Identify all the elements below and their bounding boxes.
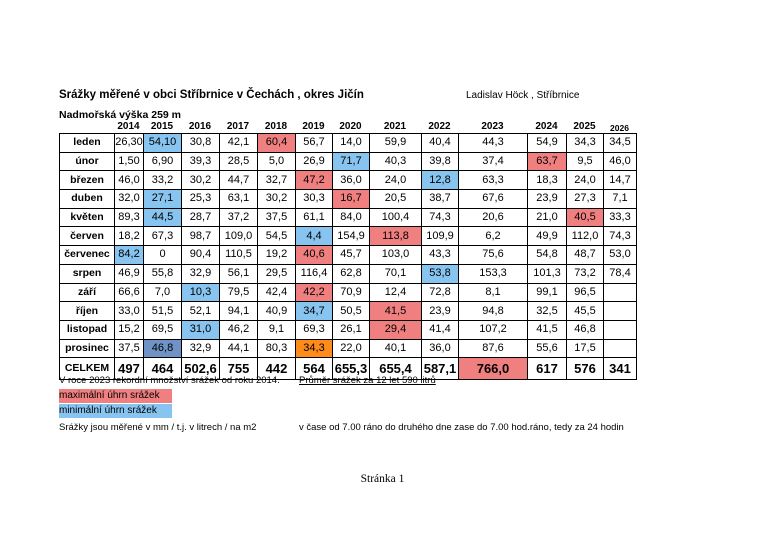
value-cell: 75,6	[459, 246, 528, 265]
value-cell: 69,5	[144, 320, 182, 339]
total-cell: 442	[258, 358, 296, 380]
value-cell: 53,8	[422, 264, 459, 283]
value-cell: 63,1	[220, 190, 258, 209]
table-row	[60, 190, 637, 209]
value-cell: 109,0	[220, 227, 258, 246]
value-cell: 39,3	[182, 152, 220, 171]
period-note: v čase od 7.00 ráno do druhého dne zase do 7.00 hod.ráno, tedy za 24 hodin	[299, 422, 624, 433]
value-cell: 7,1	[604, 190, 637, 209]
value-cell: 46,8	[144, 339, 182, 358]
total-cell: 497	[115, 358, 144, 380]
record-note: V roce 2023 rekordní množství srážek od roku 2014.	[59, 375, 280, 386]
value-cell: 12,8	[422, 171, 459, 190]
value-cell: 46,0	[115, 171, 144, 190]
total-cell: 655,4	[370, 358, 422, 380]
year-header: 2018	[264, 121, 288, 132]
value-cell: 22,0	[333, 339, 370, 358]
value-cell: 46,9	[115, 264, 144, 283]
value-cell: 47,2	[296, 171, 333, 190]
value-cell: 18,3	[528, 171, 567, 190]
value-cell: 52,1	[182, 302, 220, 321]
month-label: únor	[60, 152, 115, 171]
table-row	[60, 264, 637, 283]
value-cell: 28,7	[182, 208, 220, 227]
value-cell: 46,8	[567, 320, 604, 339]
value-cell: 49,9	[528, 227, 567, 246]
value-cell: 84,2	[115, 246, 144, 265]
value-cell: 18,2	[115, 227, 144, 246]
legend-max: maximální úhrn srážek	[59, 389, 172, 403]
value-cell: 33,2	[144, 171, 182, 190]
value-cell: 16,7	[333, 190, 370, 209]
value-cell: 34,3	[296, 339, 333, 358]
value-cell: 60,4	[258, 134, 296, 153]
value-cell: 24,0	[567, 171, 604, 190]
value-cell: 40,1	[370, 339, 422, 358]
value-cell: 40,9	[258, 302, 296, 321]
value-cell: 42,4	[258, 283, 296, 302]
total-cell: 341	[604, 358, 637, 380]
author-label: Ladislav Höck , Stříbrnice	[466, 90, 580, 101]
value-cell: 30,2	[258, 190, 296, 209]
value-cell: 24,0	[370, 171, 422, 190]
value-cell: 79,5	[220, 283, 258, 302]
year-header-row	[0, 121, 765, 133]
year-header: 2021	[383, 121, 407, 132]
value-cell	[604, 302, 637, 321]
value-cell: 45,5	[567, 302, 604, 321]
total-cell: 655,3	[333, 358, 370, 380]
value-cell: 26,9	[296, 152, 333, 171]
value-cell: 112,0	[567, 227, 604, 246]
month-label: březen	[60, 171, 115, 190]
value-cell: 54,9	[528, 134, 567, 153]
value-cell: 63,3	[459, 171, 528, 190]
value-cell: 33,3	[604, 208, 637, 227]
value-cell: 44,5	[144, 208, 182, 227]
year-header: 2017	[226, 121, 250, 132]
value-cell: 94,1	[220, 302, 258, 321]
value-cell: 36,0	[333, 171, 370, 190]
table-row	[60, 302, 637, 321]
value-cell: 101,3	[528, 264, 567, 283]
rainfall-table	[59, 133, 637, 380]
value-cell: 66,6	[115, 283, 144, 302]
value-cell: 32,9	[182, 339, 220, 358]
table-row	[60, 320, 637, 339]
table-row	[60, 134, 637, 153]
month-label: duben	[60, 190, 115, 209]
value-cell: 21,0	[528, 208, 567, 227]
total-cell: 766,0	[459, 358, 528, 380]
value-cell: 67,6	[459, 190, 528, 209]
year-header: 2016	[188, 121, 212, 132]
value-cell: 50,5	[333, 302, 370, 321]
value-cell: 56,1	[220, 264, 258, 283]
value-cell: 38,7	[422, 190, 459, 209]
value-cell: 40,3	[370, 152, 422, 171]
year-header: 2025	[573, 121, 596, 132]
value-cell: 103,0	[370, 246, 422, 265]
value-cell: 89,3	[115, 208, 144, 227]
value-cell: 40,6	[296, 246, 333, 265]
value-cell: 72,8	[422, 283, 459, 302]
value-cell: 110,5	[220, 246, 258, 265]
value-cell: 34,3	[567, 134, 604, 153]
value-cell: 26,1	[333, 320, 370, 339]
value-cell: 42,1	[220, 134, 258, 153]
value-cell: 30,8	[182, 134, 220, 153]
value-cell: 153,3	[459, 264, 528, 283]
year-header: 2014	[117, 121, 140, 132]
value-cell: 41,5	[370, 302, 422, 321]
value-cell: 9,5	[567, 152, 604, 171]
value-cell: 46,0	[604, 152, 637, 171]
value-cell: 40,4	[422, 134, 459, 153]
value-cell: 100,4	[370, 208, 422, 227]
month-label: listopad	[60, 320, 115, 339]
page-number: Stránka 1	[360, 473, 405, 485]
value-cell: 25,3	[182, 190, 220, 209]
value-cell: 54,10	[144, 134, 182, 153]
table-row	[60, 227, 637, 246]
legend-min: minimální úhrn srážek	[59, 404, 172, 418]
year-header: 2026	[610, 123, 629, 133]
value-cell: 29,4	[370, 320, 422, 339]
value-cell	[604, 339, 637, 358]
month-label: září	[60, 283, 115, 302]
value-cell: 32,9	[182, 264, 220, 283]
value-cell: 69,3	[296, 320, 333, 339]
value-cell: 12,4	[370, 283, 422, 302]
value-cell: 6,2	[459, 227, 528, 246]
value-cell: 20,5	[370, 190, 422, 209]
value-cell: 5,0	[258, 152, 296, 171]
value-cell: 99,1	[528, 283, 567, 302]
value-cell: 34,5	[604, 134, 637, 153]
year-header: 2022	[428, 121, 451, 132]
value-cell: 94,8	[459, 302, 528, 321]
table-row	[60, 339, 637, 358]
value-cell: 73,2	[567, 264, 604, 283]
value-cell: 70,9	[333, 283, 370, 302]
total-cell: 755	[220, 358, 258, 380]
month-label: prosinec	[60, 339, 115, 358]
value-cell: 19,2	[258, 246, 296, 265]
year-header: 2024	[535, 121, 558, 132]
average-note: Průměr srážek za 12 let 590 litrů	[299, 375, 436, 386]
value-cell: 116,4	[296, 264, 333, 283]
value-cell: 44,7	[220, 171, 258, 190]
value-cell: 23,9	[528, 190, 567, 209]
value-cell: 42,2	[296, 283, 333, 302]
total-cell: 564	[296, 358, 333, 380]
value-cell: 78,4	[604, 264, 637, 283]
value-cell: 74,3	[422, 208, 459, 227]
value-cell: 26,30	[115, 134, 144, 153]
value-cell: 36,0	[422, 339, 459, 358]
value-cell: 54,5	[258, 227, 296, 246]
value-cell: 62,8	[333, 264, 370, 283]
value-cell: 41,4	[422, 320, 459, 339]
value-cell: 27,3	[567, 190, 604, 209]
value-cell: 61,1	[296, 208, 333, 227]
value-cell: 80,3	[258, 339, 296, 358]
value-cell: 30,3	[296, 190, 333, 209]
value-cell: 6,90	[144, 152, 182, 171]
value-cell: 44,3	[459, 134, 528, 153]
value-cell: 4,4	[296, 227, 333, 246]
value-cell: 9,1	[258, 320, 296, 339]
altitude-label: Nadmořská výška 259 m	[59, 109, 181, 121]
value-cell: 7,0	[144, 283, 182, 302]
value-cell: 20,6	[459, 208, 528, 227]
value-cell: 15,2	[115, 320, 144, 339]
value-cell: 90,4	[182, 246, 220, 265]
units-note: Srážky jsou měřené v mm / t.j. v litrech / na m2	[59, 422, 257, 433]
month-label: říjen	[60, 302, 115, 321]
total-cell: 464	[144, 358, 182, 380]
value-cell: 84,0	[333, 208, 370, 227]
value-cell: 56,7	[296, 134, 333, 153]
month-label: květen	[60, 208, 115, 227]
value-cell: 107,2	[459, 320, 528, 339]
month-label: srpen	[60, 264, 115, 283]
value-cell: 53,0	[604, 246, 637, 265]
value-cell: 96,5	[567, 283, 604, 302]
month-label: červenec	[60, 246, 115, 265]
month-label: červen	[60, 227, 115, 246]
value-cell: 40,5	[567, 208, 604, 227]
value-cell: 28,5	[220, 152, 258, 171]
table-row	[60, 208, 637, 227]
value-cell: 43,3	[422, 246, 459, 265]
table-row	[60, 246, 637, 265]
value-cell: 59,9	[370, 134, 422, 153]
value-cell: 32,0	[115, 190, 144, 209]
value-cell: 30,2	[182, 171, 220, 190]
year-header: 2020	[339, 121, 362, 132]
value-cell	[604, 283, 637, 302]
value-cell: 8,1	[459, 283, 528, 302]
value-cell: 10,3	[182, 283, 220, 302]
value-cell: 109,9	[422, 227, 459, 246]
value-cell: 54,8	[528, 246, 567, 265]
value-cell: 45,7	[333, 246, 370, 265]
total-cell: 617	[528, 358, 567, 380]
value-cell: 31,0	[182, 320, 220, 339]
value-cell: 63,7	[528, 152, 567, 171]
value-cell: 29,5	[258, 264, 296, 283]
value-cell: 33,0	[115, 302, 144, 321]
value-cell	[604, 320, 637, 339]
value-cell: 17,5	[567, 339, 604, 358]
value-cell: 23,9	[422, 302, 459, 321]
value-cell: 71,7	[333, 152, 370, 171]
month-label: leden	[60, 134, 115, 153]
total-cell: 587,1	[422, 358, 459, 380]
value-cell: 41,5	[528, 320, 567, 339]
value-cell: 74,3	[604, 227, 637, 246]
value-cell: 44,1	[220, 339, 258, 358]
value-cell: 32,5	[528, 302, 567, 321]
value-cell: 37,5	[115, 339, 144, 358]
value-cell: 67,3	[144, 227, 182, 246]
value-cell: 1,50	[115, 152, 144, 171]
value-cell: 48,7	[567, 246, 604, 265]
year-header: 2023	[481, 121, 504, 132]
value-cell: 0	[144, 246, 182, 265]
value-cell: 87,6	[459, 339, 528, 358]
value-cell: 37,5	[258, 208, 296, 227]
value-cell: 46,2	[220, 320, 258, 339]
value-cell: 154,9	[333, 227, 370, 246]
value-cell: 113,8	[370, 227, 422, 246]
value-cell: 51,5	[144, 302, 182, 321]
page-title: Srážky měřené v obci Stříbrnice v Čechách , okres Jičín	[59, 89, 364, 101]
value-cell: 98,7	[182, 227, 220, 246]
year-header: 2019	[302, 121, 325, 132]
table-row	[60, 152, 637, 171]
table-row	[60, 283, 637, 302]
table-row	[60, 171, 637, 190]
value-cell: 14,7	[604, 171, 637, 190]
total-cell: 576	[567, 358, 604, 380]
value-cell: 34,7	[296, 302, 333, 321]
value-cell: 27,1	[144, 190, 182, 209]
value-cell: 32,7	[258, 171, 296, 190]
value-cell: 55,8	[144, 264, 182, 283]
value-cell: 70,1	[370, 264, 422, 283]
value-cell: 37,2	[220, 208, 258, 227]
year-header: 2015	[150, 121, 174, 132]
value-cell: 39,8	[422, 152, 459, 171]
value-cell: 55,6	[528, 339, 567, 358]
value-cell: 14,0	[333, 134, 370, 153]
total-label: CELKEM	[60, 358, 115, 380]
value-cell: 37,4	[459, 152, 528, 171]
total-cell: 502,6	[182, 358, 220, 380]
